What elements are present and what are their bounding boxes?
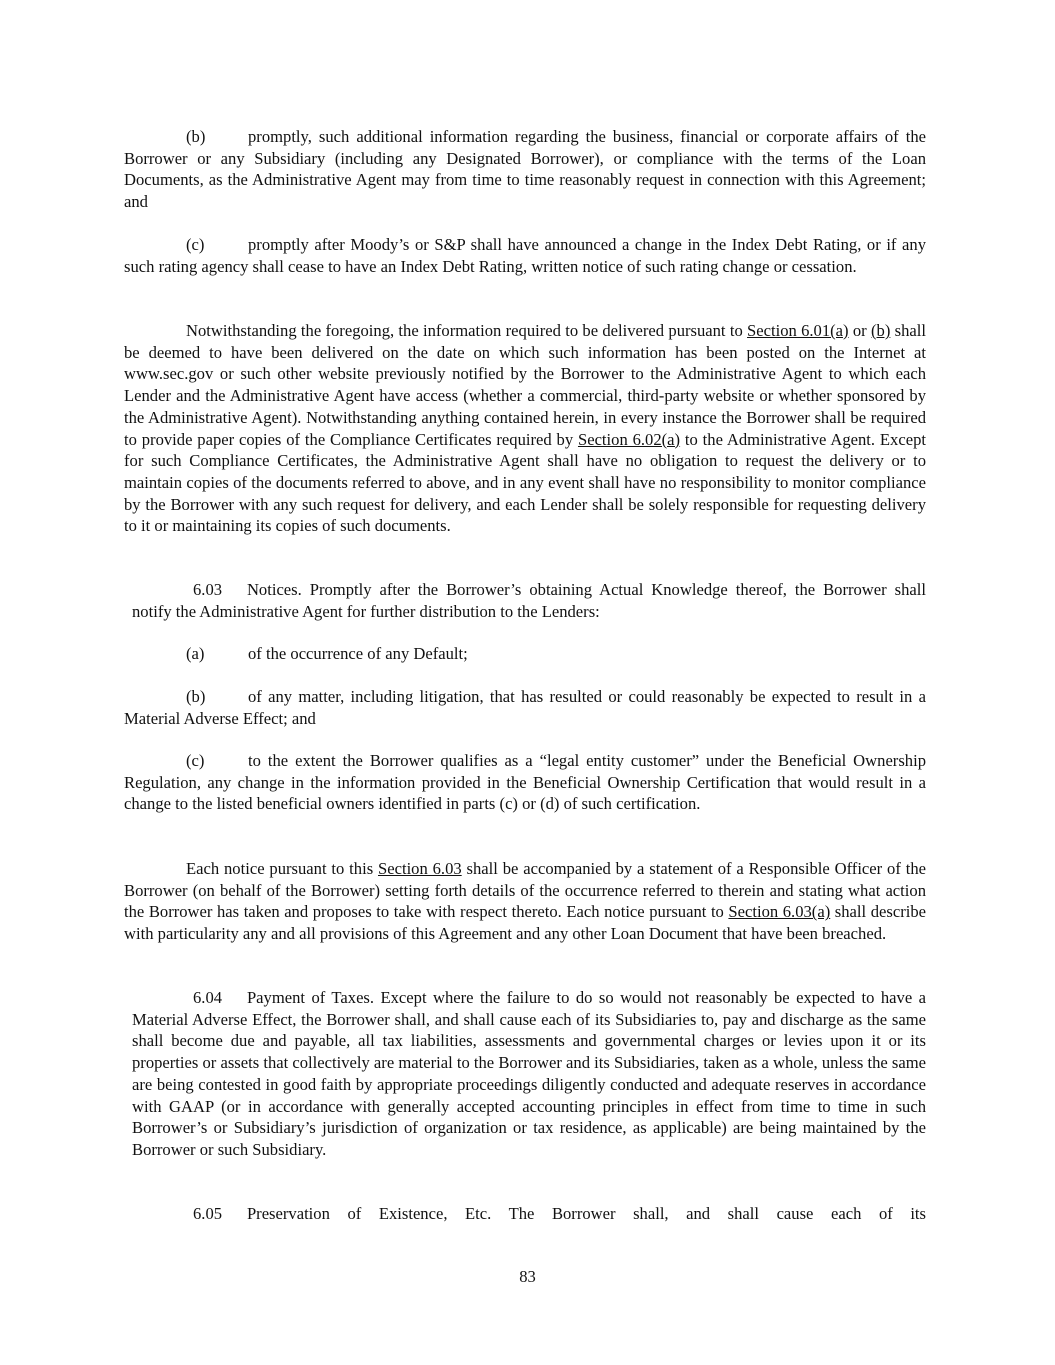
section-reference: Section 6.01(a) xyxy=(747,321,849,340)
clause-text: to the extent the Borrower qualifies as a “legal entity customer” under the Beneficial Ownership Regulation, any change in the information provided in the Beneficial Ownership Certification that would result in a change to the listed beneficial owners identified in parts (c) or (d) of such certification. xyxy=(124,751,926,814)
section-reference: Section 6.02(a) xyxy=(577,429,681,449)
clause-a-default xyxy=(124,643,926,665)
paragraph-text: shall describe with particularity any and all provisions of this Agreement and any other Loan Document that have been breached. xyxy=(124,902,926,944)
section-reference: Section 6.03 xyxy=(378,859,462,878)
section-text: The Borrower shall, and shall cause each of its xyxy=(491,1204,927,1223)
paragraph-text: Each notice pursuant to this xyxy=(186,859,378,878)
paragraph-text: Notwithstanding the foregoing, the information required to be delivered pursuant to xyxy=(186,321,748,340)
paragraph-text: shall be deemed to have been delivered on the date on which such information has been posted on the Internet at www.sec.gov or such other website previously notified by the Borrower to the Administrative Agent to which each Lender and the Administrative Agent have access (whether a commercial, third-party website or whether sponsored by the Administrative Agent). Notwithstanding anything contained herein, in every instance the Borrower shall be required to provide paper copies of the Compliance Certificates required by xyxy=(124,321,926,449)
clause-label: (c) xyxy=(186,235,205,254)
clause-b-material-adverse-effect xyxy=(124,686,926,729)
section-number: 6.04 xyxy=(193,988,223,1007)
paragraph-text: or xyxy=(848,321,871,340)
clause-text: promptly after Moody’s or S&P shall have announced a change in the Index Debt Rating, or if any such rating agency shall cease to have an Index Debt Rating, written notice of such rating change or cessation. xyxy=(124,235,926,276)
clause-label: (b) xyxy=(186,127,206,146)
paragraph-text: to the Administrative Agent. Except for such Compliance Certificates, the Administrative Agent shall have no obligation to request the delivery or to maintain copies of the documents referred to above, and in any event shall have no responsibility to monitor compliance by the Borrower with any such request for delivery, and each Lender shall be solely responsible for requesting delivery to it or maintaining its copies of such documents. xyxy=(124,429,926,536)
clause-label: (c) xyxy=(186,751,205,770)
section-6-03-notices xyxy=(132,579,926,622)
section-number: 6.03 xyxy=(193,580,223,599)
page-number: 83 xyxy=(519,1267,536,1286)
each-notice-paragraph xyxy=(124,858,926,945)
section-reference: (b) xyxy=(871,321,891,340)
clause-text: of the occurrence of any Default; xyxy=(248,644,468,663)
clause-c-beneficial-ownership xyxy=(124,750,926,815)
clause-label: (b) xyxy=(186,687,206,706)
section-heading: Preservation of Existence, Etc. xyxy=(246,1204,492,1223)
clause-b-additional-information xyxy=(124,126,926,213)
section-reference: Section 6.03(a) xyxy=(728,902,831,922)
section-heading: Payment of Taxes. xyxy=(246,988,375,1007)
paragraph-text: shall be accompanied by a statement of a Responsible Officer of the Borrower (on behalf of the Borrower) setting forth details of the occurrence referred to therein and stating what action the Borrower has taken and proposes to take with respect thereto. Each notice pursuant to xyxy=(124,859,926,922)
clause-text: of any matter, including litigation, that has resulted or could reasonably be expected to result in a Material Adverse Effect; and xyxy=(124,687,926,728)
section-text: Except where the failure to do so would not reasonably be expected to have a Material Adverse Effect, the Borrower shall, and shall cause each of its Subsidiaries to, pay and discharge as the same shall become due and payable, all tax liabilities, assessments and governmental charges or levies upon it or its properties or assets that collectively are material to the Borrower and its Subsidiaries, taken as a whole, unless the same are being contested in good faith by appropriate proceedings diligently conducted and adequate reserves in accordance with GAAP (or in accordance with generally accepted accounting principles in effect from time to time in such Borrower’s or Subsidiary’s jurisdiction of organization or tax residence, as applicable) are being maintained by the Borrower or such Subsidiary. xyxy=(132,988,926,1159)
section-6-04-payment-of-taxes xyxy=(132,987,926,1161)
clause-text: promptly, such additional information regarding the business, financial or corporate affairs of the Borrower or any Subsidiary (including any Designated Borrower), or compliance with the terms of the Loan Documents, as the Administrative Agent may from time to time reasonably request in connection with this Agreement; and xyxy=(124,127,926,212)
clause-c-rating-change xyxy=(124,234,926,277)
section-number: 6.05 xyxy=(193,1204,223,1223)
clause-label: (a) xyxy=(186,644,205,663)
section-text: Promptly after the Borrower’s obtaining Actual Knowledge thereof, the Borrower shall notify the Administrative Agent for further distribution to the Lenders: xyxy=(132,580,926,621)
section-6-05-preservation-of-existence xyxy=(132,1203,926,1225)
notwithstanding-paragraph xyxy=(124,320,926,537)
section-heading: Notices. xyxy=(246,580,302,599)
